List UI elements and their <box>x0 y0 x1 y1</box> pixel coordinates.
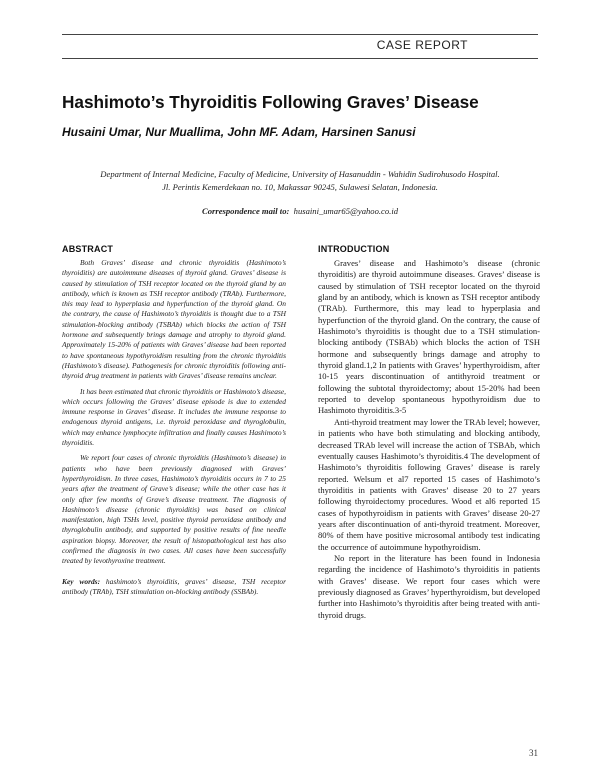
abstract-heading: ABSTRACT <box>62 244 114 254</box>
affiliation-line-2: Jl. Perintis Kemerdekaan no. 10, Makassar 90245, Sulawesi Selatan, Indonesia. <box>162 182 438 192</box>
affiliation <box>62 168 538 194</box>
introduction-paragraph-3: No report in the literature has been found in Indonesia regarding the incidence of Hashimoto’s thyroiditis in patients with Graves’ disease. We report four cases which were previously diagnosed as Graves’ hyperthyroidism, but developed further into Hashimoto’s thyroiditis after being treated with anti-thyroid drugs. <box>318 552 540 620</box>
article-title: Hashimoto’s Thyroiditis Following Graves’ Disease <box>62 92 479 112</box>
author-list: Husaini Umar, Nur Muallima, John MF. Adam, Harsinen Sanusi <box>62 125 416 139</box>
abstract-paragraph-3: We report four cases of chronic thyroiditis (Hashimoto’s disease) in patients who have been previously diagnosed with Graves’ hyperthyroidism. In three cases, Hashimoto’s thyroiditis occurs in 7 to 25 years after the treatment of Grave’s disease; while the other case has it only after few months of Grave’s disease treatment. The diagnosis of Hashimoto’s disease (chronic thyroiditis) was based on clinical manifestation, high TSHs level, positive thyroid peroxidase antibody and thyroglobulin antibody, and supported by positive results of fine needle aspiration biopsy. Moreover, the result of histopathological test has also confirmed the diagnosis in two cases. All cases have been successfully treated by levothyroxine treatment. <box>62 453 286 566</box>
introduction-paragraph-2: Anti-thyroid treatment may lower the TRAb level; however, in patients who have both stimulating and blocking antibody, decreased TRAb level will increase the action of TSBAb, which eventually causes Hashimoto’s thyroiditis.4 The development of Hashimoto’s thyroiditis following Graves’ disease is rarely reported. Welsum et al7 reported 15 cases of Hashimoto’s thyroiditis in patients with Graves’ disease 20 to 27 years following thyroidectomy procedures. Wood et al6 reported 15 cases of hypothyroidism in patients with Graves’ disease 20-27 years after discontinuation of anti-thyroid treatment. Moreover, 80% of them have positive microsomal antibody test indicating the occurrence of autoimmune hypothyroidism. <box>318 416 540 552</box>
keywords-text: hashimoto’s thyroiditis, graves’ disease, TSH receptor antibody (TRAb), TSH stimulation on-blocking antibody (SSBAb). <box>62 576 287 596</box>
correspondence-label: Correspondence mail to: <box>201 206 290 216</box>
abstract-paragraph-2: It has been estimated that chronic thyroiditis or Hashimoto’s disease, which occurs following the Graves’ disease episode is due to extended immune response in Graves’ disease. It includes the immune response to endogenous thyroid antigens, i.e. thyroid peroxidase and thyroglobulin, which may enhance lymphocyte infiltration and finally causes Hashimoto’s thyroiditis. <box>62 386 286 448</box>
keywords <box>62 577 286 598</box>
keywords-label: Key words: <box>62 576 101 586</box>
introduction-column <box>318 244 540 621</box>
section-label: CASE REPORT <box>376 38 468 52</box>
correspondence-email[interactable]: husaini_umar65@yahoo.co.id <box>293 206 398 216</box>
affiliation-line-1: Department of Internal Medicine, Faculty of Medicine, University of Hasanuddin - Wahidin Sudirohusodo Hospital. <box>100 169 500 179</box>
correspondence <box>62 206 538 216</box>
introduction-heading: INTRODUCTION <box>318 244 390 254</box>
abstract-column <box>62 244 286 597</box>
header-bottom-rule <box>62 58 538 59</box>
abstract-paragraph-1: Both Graves’ disease and chronic thyroiditis (Hashimoto’s thyroiditis) are autoimmune diseases of thyroid gland. Graves’ disease is caused by stimulation of TSH receptor located on the thyroid gland by an antibody, which is known as TSH receptor antibody (TRAb). Furthermore, this may lead to hyperplasia and hyperfunction of the thyroid gland. On the contrary, the cause of Hashimoto’s thyroiditis is thought due to a TSH stimulation-blocking antibody (TSBAb) which blocks the action of TSH hormone and subsequently brings damage and atrophy to thyroid gland. Approximately 15-20% of patients with Graves’ disease had been reported to have spontaneous hypothyroidism resulting from the chronic thyroiditis (Hashimoto’s disease). Pathogenesis for chronic thyroiditis following anti-thyroid drug treatment in patients with Graves’ disease remains unclear. <box>62 258 286 381</box>
introduction-paragraph-1: Graves’ disease and Hashimoto’s disease (chronic thyroiditis) are thyroid autoimmune diseases. Graves’ disease is caused by stimulation of TSH receptor located on the thyroid gland by an antibody, which is known as TSH receptor antibody (TRAb). Furthermore, this may lead to hyperplasia and hyperfunction of the thyroid gland. On the contrary, the cause of Hashimoto’s thyroiditis is thought due to a TSH stimulation-blocking antibody (TSBAb) which blocks the action of TSH hormone and subsequently brings damage and atrophy to thyroid gland.1,2 In patients with Graves’ hyperthyroidism, after 10-15 years discontinuation of antithyroid treatment or following the subtotal thyroidectomy; about 15-20% had been reported to develop spontaneous hypothyroidism due to Hashimoto thyroiditis.3-5 <box>318 258 540 416</box>
header-top-rule <box>62 34 538 35</box>
page-number: 31 <box>529 748 538 758</box>
